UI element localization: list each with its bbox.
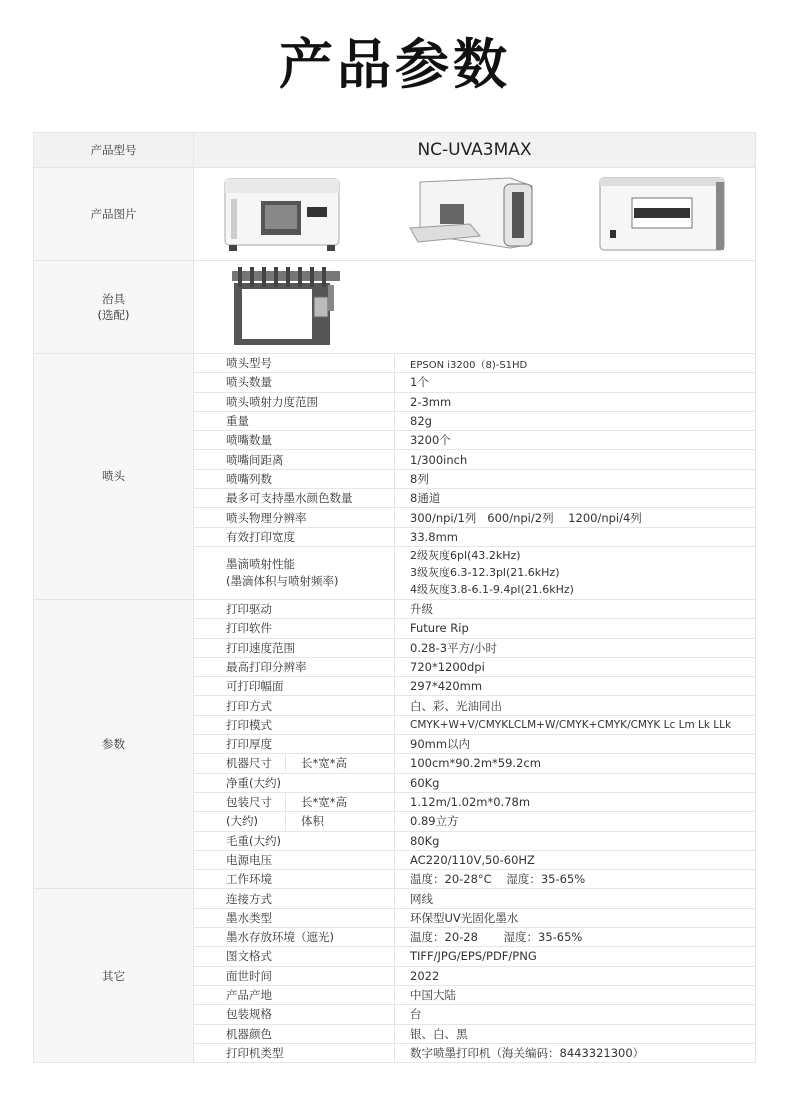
spec-value: Future Rip bbox=[395, 619, 756, 638]
spec-value: 0.28-3平方/小时 bbox=[395, 638, 756, 657]
spec-label: 墨水存放环境（遮光) bbox=[194, 928, 395, 947]
photo-label: 产品图片 bbox=[34, 168, 194, 261]
spec-label: 喷嘴列数 bbox=[194, 469, 395, 488]
droplet-value-3: 4级灰度3.8-6.1-9.4pl(21.6kHz) bbox=[410, 583, 574, 597]
model-value: NC-UVA3MAX bbox=[194, 133, 756, 168]
spec-value: 3200个 bbox=[395, 431, 756, 450]
spec-row bbox=[34, 354, 756, 373]
spec-label: (大约) bbox=[194, 812, 286, 831]
spec-label: 打印速度范围 bbox=[194, 638, 395, 657]
printer-side-image bbox=[400, 174, 540, 254]
spec-label: 包装尺寸 bbox=[194, 792, 286, 811]
spec-row bbox=[34, 889, 756, 908]
spec-label bbox=[194, 546, 395, 599]
jig-image-cell bbox=[194, 261, 756, 354]
spec-label: 有效打印宽度 bbox=[194, 527, 395, 546]
spec-value: 温度：20-28 湿度：35-65% bbox=[395, 928, 756, 947]
spec-value: 8通道 bbox=[395, 489, 756, 508]
spec-value: 720*1200dpi bbox=[395, 657, 756, 676]
printer-back-image bbox=[598, 174, 726, 254]
spec-label: 打印方式 bbox=[194, 696, 395, 715]
spec-label: 墨水类型 bbox=[194, 908, 395, 927]
spec-value: 数字喷墨打印机（海关编码：8443321300） bbox=[395, 1043, 756, 1062]
photo-row bbox=[34, 168, 756, 261]
spec-value: 中国大陆 bbox=[395, 985, 756, 1004]
model-row bbox=[34, 133, 756, 168]
page-title: 产品参数 bbox=[279, 33, 511, 96]
spec-label: 电源电压 bbox=[194, 850, 395, 869]
spec-label: 机器颜色 bbox=[194, 1024, 395, 1043]
spec-value: 297*420mm bbox=[395, 677, 756, 696]
spec-value: 1个 bbox=[395, 373, 756, 392]
model-label: 产品型号 bbox=[34, 133, 194, 168]
spec-label: 净重(大约) bbox=[194, 773, 395, 792]
spec-label: 打印厚度 bbox=[194, 735, 395, 754]
photo-cell bbox=[194, 168, 756, 261]
spec-label: 最多可支持墨水颜色数量 bbox=[194, 489, 395, 508]
printer-front-image bbox=[223, 175, 341, 253]
spec-table bbox=[33, 132, 756, 1063]
spec-value: 33.8mm bbox=[395, 527, 756, 546]
spec-label: 图文格式 bbox=[194, 947, 395, 966]
droplet-label: 墨滴喷射性能 bbox=[226, 556, 295, 571]
spec-value: 2-3mm bbox=[395, 392, 756, 411]
section-other: 其它 bbox=[34, 889, 194, 1063]
jig-label-line2: (选配) bbox=[97, 308, 130, 322]
spec-value: 100cm*90.2m*59.2cm bbox=[395, 754, 756, 773]
section-params: 参数 bbox=[34, 599, 194, 888]
spec-label: 产品产地 bbox=[194, 985, 395, 1004]
spec-label: 喷嘴数量 bbox=[194, 431, 395, 450]
spec-value: 90mm以内 bbox=[395, 735, 756, 754]
droplet-value-2: 3级灰度6.3-12.3pl(21.6kHz) bbox=[410, 566, 560, 580]
spec-label: 工作环境 bbox=[194, 870, 395, 889]
spec-value: CMYK+W+V/CMYKLCLM+W/CMYK+CMYK/CMYK Lc Lm Lk LLk bbox=[395, 715, 756, 734]
spec-label: 喷嘴间距离 bbox=[194, 450, 395, 469]
spec-label: 毛重(大约) bbox=[194, 831, 395, 850]
spec-value: 8列 bbox=[395, 469, 756, 488]
spec-label: 喷头喷射力度范围 bbox=[194, 392, 395, 411]
spec-value: 300/npi/1列 600/npi/2列 1200/npi/4列 bbox=[395, 508, 756, 527]
spec-value: 0.89立方 bbox=[395, 812, 756, 831]
spec-value: 80Kg bbox=[395, 831, 756, 850]
spec-value: TIFF/JPG/EPS/PDF/PNG bbox=[395, 947, 756, 966]
spec-value: EPSON i3200（8)-S1HD bbox=[395, 354, 756, 373]
spec-label: 打印机类型 bbox=[194, 1043, 395, 1062]
spec-value: 环保型UV光固化墨水 bbox=[395, 908, 756, 927]
spec-sublabel: 长*宽*高 bbox=[286, 792, 395, 811]
spec-label: 机器尺寸 bbox=[194, 754, 286, 773]
spec-label: 喷头物理分辨率 bbox=[194, 508, 395, 527]
spec-row bbox=[34, 599, 756, 618]
jig-label bbox=[34, 261, 194, 354]
jig-row bbox=[34, 261, 756, 354]
spec-value: 网线 bbox=[395, 889, 756, 908]
spec-value: AC220/110V,50-60HZ bbox=[395, 850, 756, 869]
spec-label: 连接方式 bbox=[194, 889, 395, 908]
spec-label: 重量 bbox=[194, 411, 395, 430]
spec-value: 温度：20-28°C 湿度：35-65% bbox=[395, 870, 756, 889]
droplet-value-1: 2级灰度6pl(43.2kHz) bbox=[410, 549, 521, 563]
spec-value: 银、白、黑 bbox=[395, 1024, 756, 1043]
spec-value: 白、彩、光油同出 bbox=[395, 696, 756, 715]
droplet-sublabel: (墨滴体积与喷射频率) bbox=[226, 573, 339, 588]
spec-label: 打印模式 bbox=[194, 715, 395, 734]
spec-value: 82g bbox=[395, 411, 756, 430]
spec-label: 打印软件 bbox=[194, 619, 395, 638]
spec-label: 面世时间 bbox=[194, 966, 395, 985]
spec-value: 1.12m/1.02m*0.78m bbox=[395, 792, 756, 811]
spec-value: 60Kg bbox=[395, 773, 756, 792]
jig-label-line1: 治具 bbox=[102, 292, 125, 306]
spec-label: 包装规格 bbox=[194, 1005, 395, 1024]
spec-label: 可打印幅面 bbox=[194, 677, 395, 696]
spec-value: 升级 bbox=[395, 599, 756, 618]
spec-value bbox=[395, 546, 756, 599]
spec-sublabel: 体积 bbox=[286, 812, 395, 831]
spec-value: 1/300inch bbox=[395, 450, 756, 469]
spec-label: 喷头型号 bbox=[194, 354, 395, 373]
spec-label: 打印驱动 bbox=[194, 599, 395, 618]
section-nozzle: 喷头 bbox=[34, 354, 194, 600]
spec-label: 最高打印分辨率 bbox=[194, 657, 395, 676]
spec-sublabel: 长*宽*高 bbox=[286, 754, 395, 773]
spec-value: 台 bbox=[395, 1005, 756, 1024]
spec-value: 2022 bbox=[395, 966, 756, 985]
jig-image bbox=[230, 265, 342, 349]
spec-label: 喷头数量 bbox=[194, 373, 395, 392]
